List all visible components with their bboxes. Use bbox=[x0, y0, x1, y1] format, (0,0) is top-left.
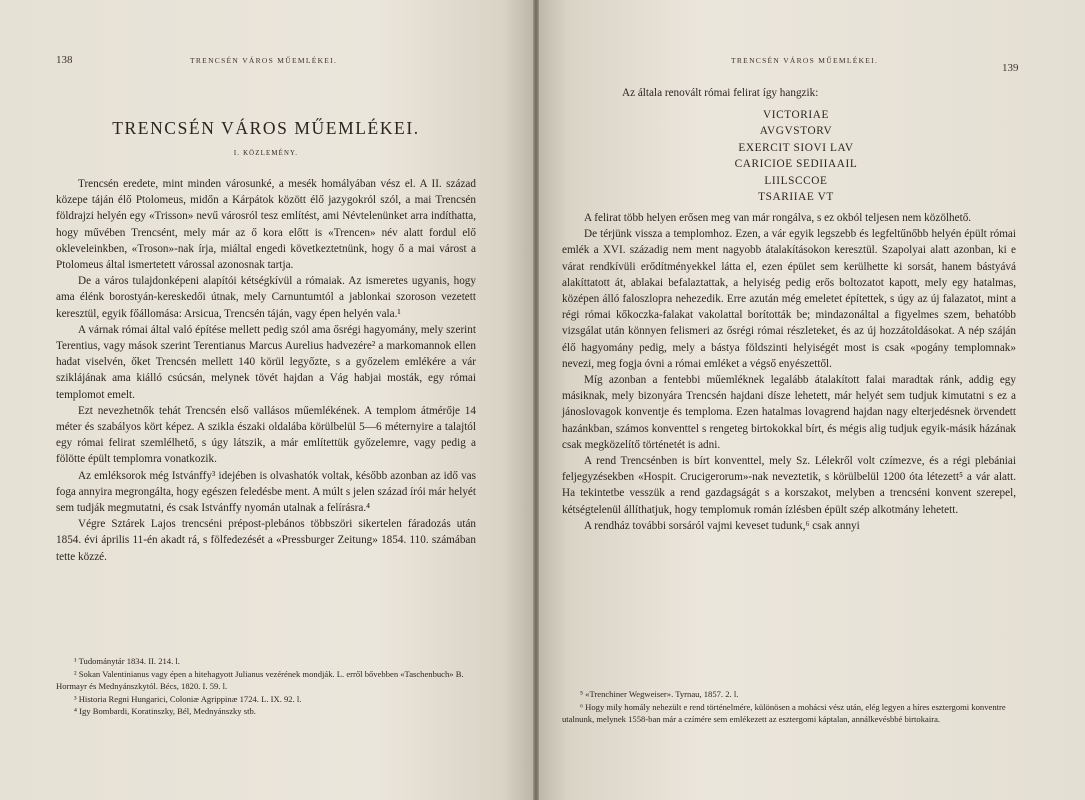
paragraph: Az emléksorok még Istvánffy³ idejében is olvashatók voltak, később azonban az idő vas foga annyira megrongálta, hogy egészen feledésbe ment. A múlt s jelen század írói már helyét sem tudják megmutatni, és csak Istvánffy nyomán utalnak a felírásra.⁴ bbox=[56, 469, 476, 515]
page-number: 138 bbox=[56, 54, 73, 66]
paragraph: A várnak római által való építése mellett pedig szól ama ősrégi hagyomány, mely szerint Terentius, vagy mások szerint Terentianus Marcus Aurelius hadvezére² a markomannok ellen hadat viselvén, őket Trencsén mellett 140 körül legyőzte, s a győzelem emlékére a vár sziklájának ama kiálló csúcsán, melynek tövét hajdan a Vág habjai mosták, egy római templomot emelt. bbox=[56, 323, 476, 401]
book-gutter bbox=[533, 0, 539, 800]
inscription-line: LIILSCCOE bbox=[764, 174, 828, 187]
paragraph: Ezt nevezhetnők tehát Trencsén első vallásos műemlékének. A templom átmérője 14 méter és szabályos kört képez. A szikla északi oldalába körülbelül 5—6 méternyire a talajtól egy római felirat szemlélhető, s úgy látszik, a már említettük győzelemre, vagy pedig a fölötte épült templomra vonatkozik. bbox=[56, 404, 476, 466]
paragraph: Míg azonban a fentebbi műemléknek legalább átalakított falai maradtak ránk, addig egy másiknak, mely bizonyára Trencsén hajdani dísze lehetett, már helyét sem tudjuk kimutatni s ez a jánoslovagok konventje és temploma. Ezen hatalmas lovagrend hajdan nagy elterjedésnek örvendett hazánkban, számos konventtel s rengeteg birtokokkal bírt, és mégis alig tudjuk egyik-másik házának csak megközelítő történetét is adni. bbox=[562, 374, 1016, 451]
footnote: ¹ Tudománytár 1834. II. 214. l. bbox=[74, 656, 180, 666]
inscription-line: AVGVSTORV bbox=[759, 125, 833, 138]
article-subtitle: I. KÖZLEMÉNY. bbox=[233, 150, 299, 157]
intro-line-block bbox=[562, 85, 1016, 101]
footnote: ⁴ Igy Bombardi, Koratinszky, Bél, Mednyánszky stb. bbox=[74, 706, 256, 717]
footnote: ⁵ «Trenchiner Wegweiser». Tyrnau, 1857. 2. l. bbox=[580, 689, 739, 699]
paragraph: Végre Sztárek Lajos trencséni prépost-plebános többszöri sikertelen fáradozás után 1854. évi április 11-én akadt rá, s fölfedezését a «Pressburger Zeitung» 1854. 110. számában tette közzé. bbox=[56, 518, 476, 563]
paragraph: A felirat több helyen erősen meg van már rongálva, s ez okból teljesen nem közölhető. bbox=[584, 212, 972, 224]
inscription-line: EXERCIT SIOVI LAV bbox=[738, 141, 854, 154]
footnote: ⁶ Hogy mily homály nehezült e rend történelmére, különösen a mohácsi vész után, elég legyen a híres esztergomi konventre utalnunk, melynek 1558-ban már a czímére sem emlékezett az esztergomi káptalan, annálkevésbbé birtokaira. bbox=[562, 701, 1006, 725]
inscription-line: CARICIOE SEDIIAAIL bbox=[734, 158, 858, 171]
paragraph: A rendház további sorsáról vajmi keveset tudunk,⁶ csak annyi bbox=[584, 519, 860, 532]
left-page bbox=[0, 0, 536, 800]
right-body-text bbox=[562, 210, 1016, 534]
footnote: ² Sokan Valentinianus vagy épen a hitehagyott Julianus vezérének mondják. L. erről bővebben «Taschenbuch» B. Hormayr és Mednyánszkytól. Bécs, 1820. I. 59. l. bbox=[56, 668, 464, 692]
article-title: TRENCSÉN VÁROS MŰEMLÉKEI. bbox=[112, 118, 420, 138]
roman-inscription bbox=[646, 107, 946, 205]
inscription-line: VICTORIAE bbox=[762, 109, 830, 121]
paragraph: Trencsén eredete, mint minden városunké, a mesék homályában vész el. A II. század közepe táján élő Ptolomeus, midőn a Kárpátok között élő jazygokról szól, a mai Trencsén földrajzi helyén egy «Trisson» nevű városról tesz említést, ami Névtelenünket arra indíthatta, hogy művében Trencsént, mely már az ő kora előtt is «Trencen» név alatt fordul elő okleveleinkben, «Troson»-nak írja, miáltal engedi következtetnünk, hogy ő a mai várost a Ptolomeus által ismertetett várossal azonosnak tartja. bbox=[56, 178, 476, 272]
intro-line: Az általa renovált római felirat így hangzik: bbox=[622, 87, 819, 99]
paragraph: De térjünk vissza a templomhoz. Ezen, a vár egyik legszebb és legfeltűnőbb helyén épült római emlék a XVI. századig nem ment nagyobb átalakításokon keresztül. Szapolyai alatt azonban, ki e várat rendkívüli erődítményekkel látta el, ezen épület sem kerülhette ki sorsát, hanem bástyává alakíttatott át, ablakai befalaztattak, a helyiség pedig erős boltozatot kapott, mely egy hatalmas, középen álló faloszlopra nehezedik. Erre azután még emeletet építettek, s úgy az új falazatot, mint a régi római kőkoczka-falakat vakolattal borították be; mindazonáltal a figyelmes szem, behatóbb vizsgálat után könnyen felismeri az ősrégi római részleteket, és az új hozzátoldásokat. A nép száján élő hagyomány pedig, mely a bástya földszinti helyiségét most is csak «pogány templomnak» nevezi, meg fogja óvni a római emléket a végső enyészettől. bbox=[562, 228, 1016, 370]
paragraph: A rend Trencsénben is bírt konventtel, mely Sz. Lélekről volt czímezve, és a régi plebániai feljegyzésekben «Hospit. Crucigerorum»-nak neveztetik, s körülbelül 1200 óta létezett⁵ a vár alatt. Ha tekintetbe vesszük a rend gazdagságát s a korszakot, melyben a trencséni konvent szerepel, kétségtelenül állíthatjuk, hogy templomuk román ízlésben épült szép alkotmány lehetett. bbox=[562, 455, 1016, 516]
running-head: TRENCSÉN VÁROS MŰEMLÉKEI. bbox=[190, 56, 338, 65]
right-footnotes bbox=[562, 688, 1016, 726]
page-number: 139 bbox=[1002, 62, 1019, 74]
running-head: TRENCSÉN VÁROS MŰEMLÉKEI. bbox=[731, 56, 879, 65]
footnote: ³ Historia Regni Hungarici, Coloniæ Agrippinæ 1724. L. IX. 92. l. bbox=[74, 693, 302, 704]
left-body-text bbox=[56, 176, 476, 565]
right-page bbox=[536, 0, 1085, 800]
left-footnotes bbox=[56, 655, 476, 718]
paragraph: De a város tulajdonképeni alapítói kétségkívül a rómaiak. Az ismeretes ugyanis, hogy ama élénk borostyán-kereskedői útnak, mely Carnuntumtól a jablonkai szoroson vezetett keresztül, egyik főállomása: Arsicua, Trencsén táján, vagy épen helyén vala.¹ bbox=[56, 275, 476, 320]
inscription-line: TSARIIAE VT bbox=[758, 191, 834, 204]
